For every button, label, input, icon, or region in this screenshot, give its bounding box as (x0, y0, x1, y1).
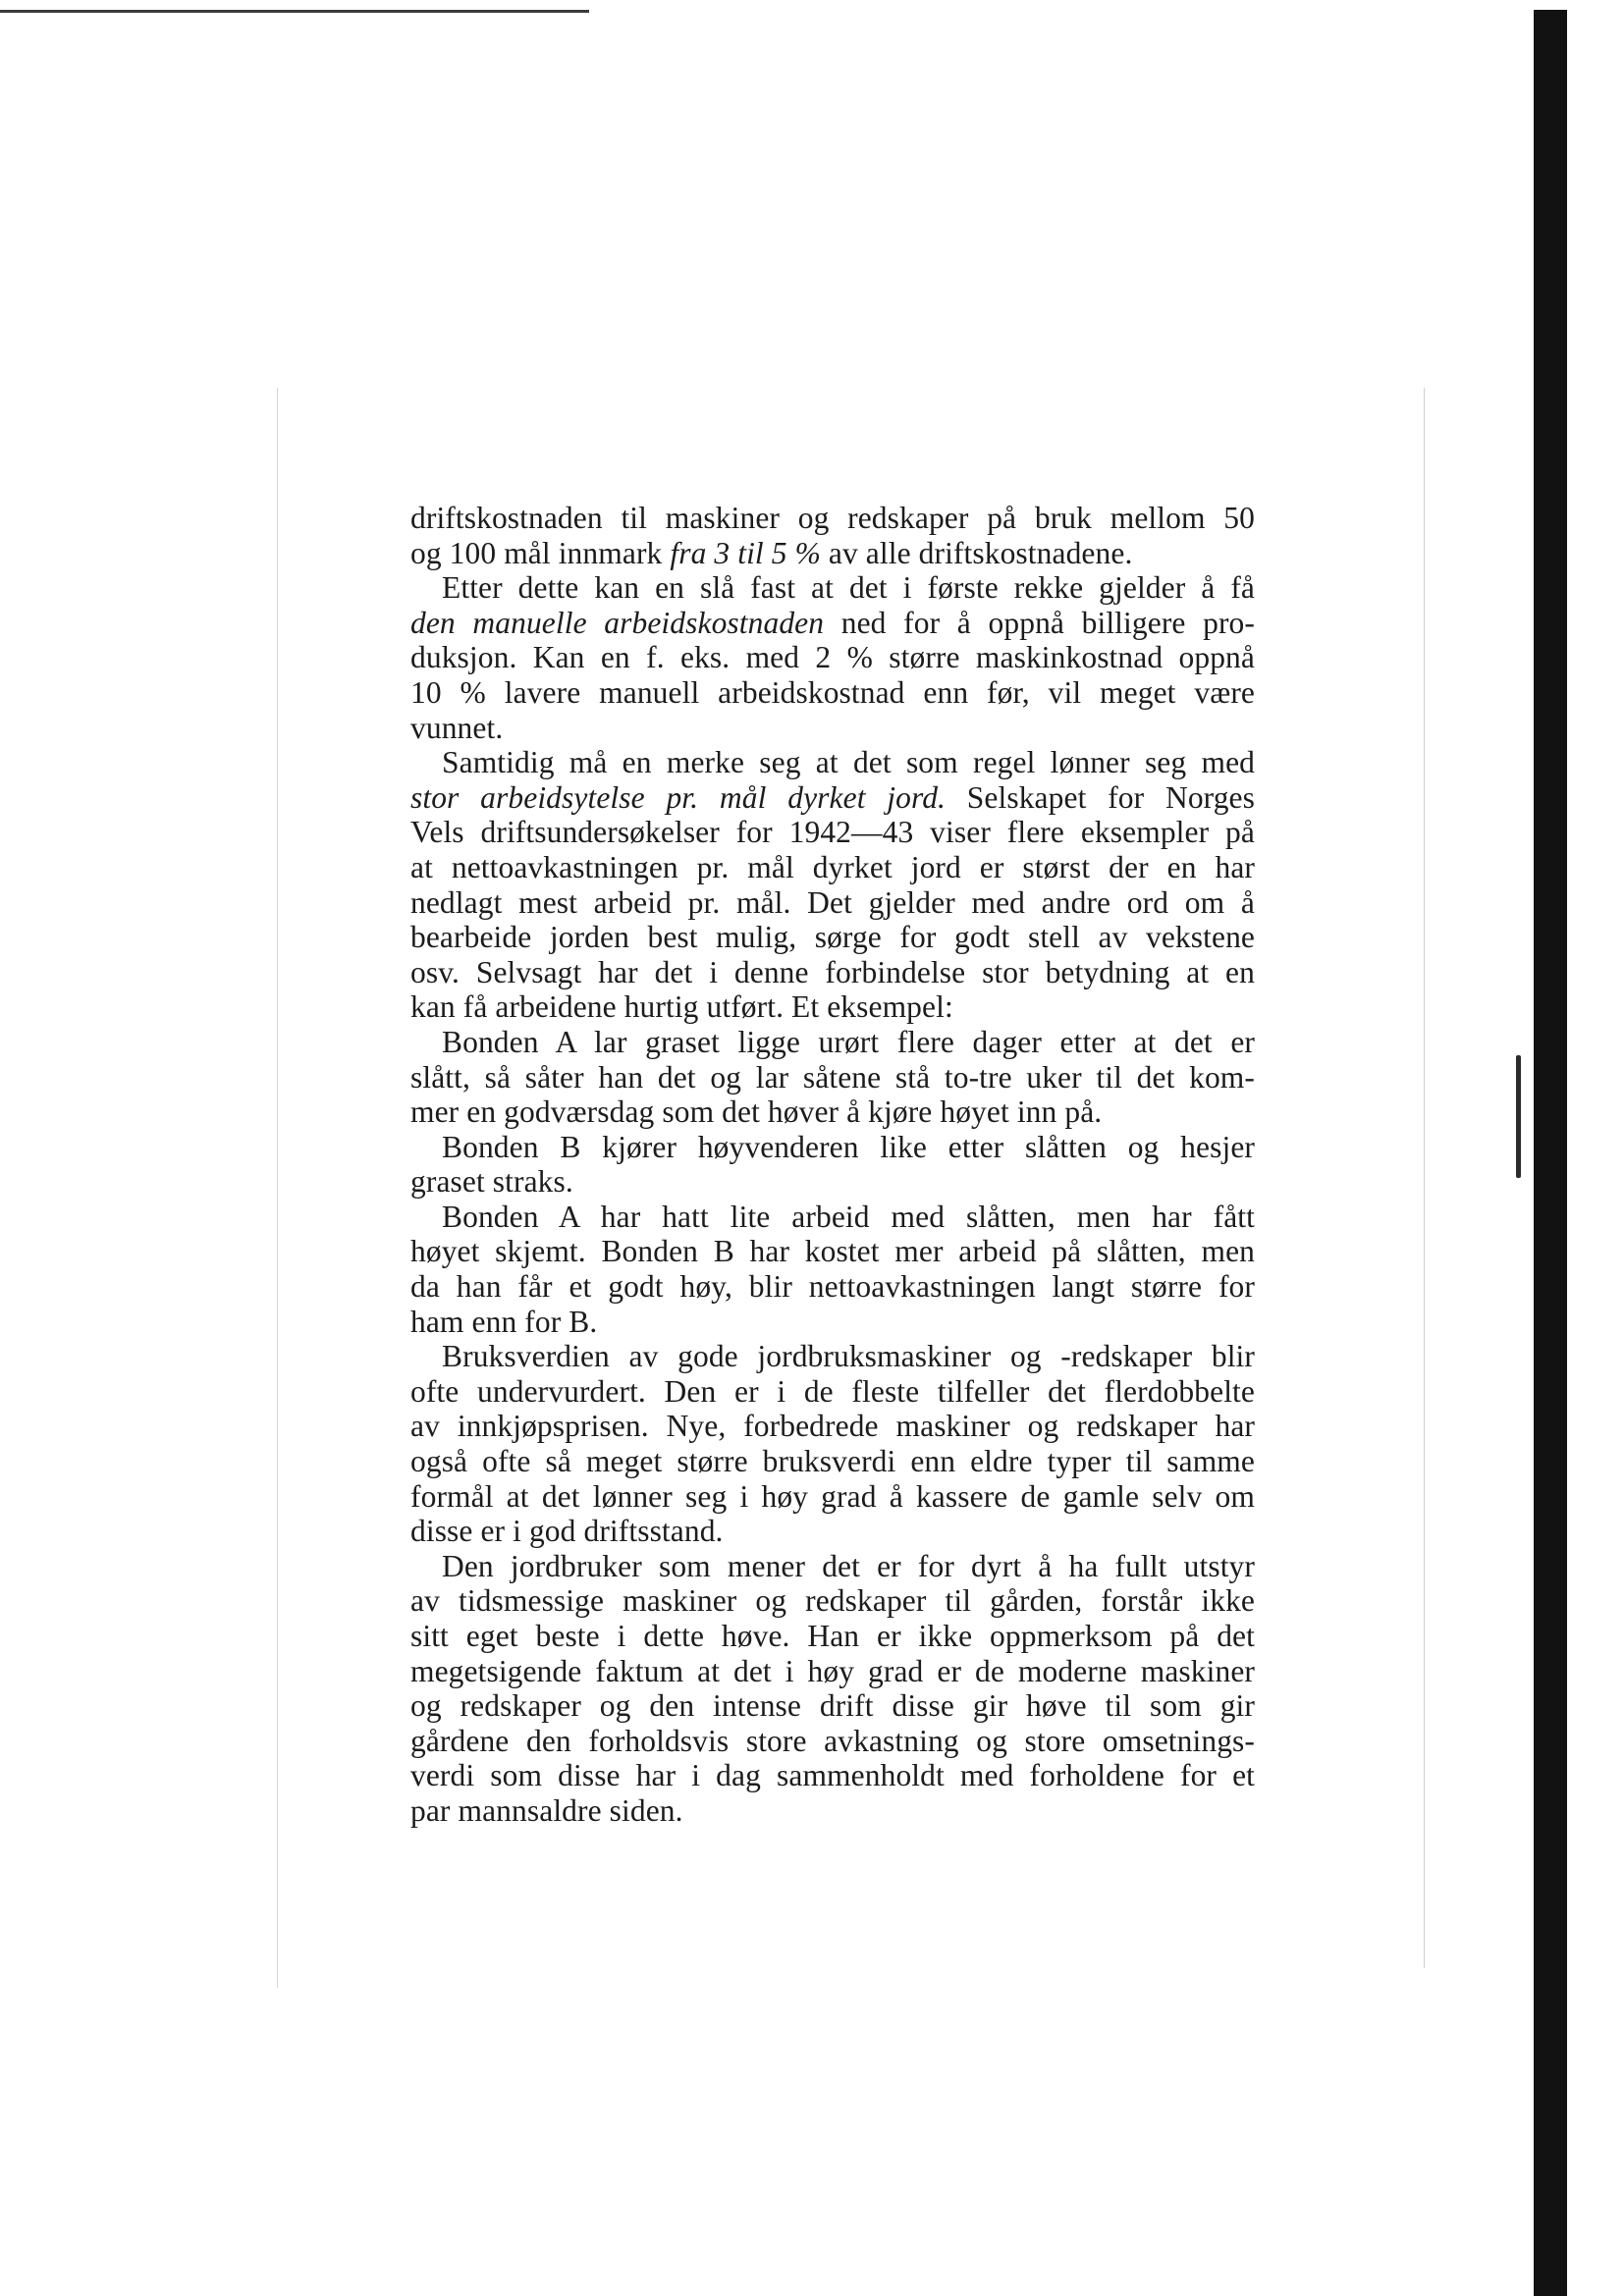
text-run: duksjon. Kan en f. eks. med 2 % større maskinkostnad oppnå (410, 640, 1255, 675)
text-run: gårdene den forholdsvis store avkastning og store omsetnings- (410, 1723, 1255, 1758)
text-line (410, 501, 1255, 536)
body-text (410, 501, 1255, 1829)
text-run: høyet skjemt. Bonden B har kostet mer arbeid på slåtten, men (410, 1234, 1255, 1269)
text-line (410, 1444, 1255, 1479)
text-run: formål at det lønner seg i høy grad å kassere de gamle selv om (410, 1478, 1255, 1514)
text-line (410, 885, 1255, 921)
text-run: og redskaper og den intense drift disse gir høve til som gir (410, 1688, 1255, 1724)
text-line (410, 1060, 1255, 1095)
text-run: verdi som disse har i dag sammenholdt med forholdene for et (410, 1758, 1255, 1793)
scan-margin-mark (1516, 1055, 1521, 1178)
text-run: også ofte så meget større bruksverdi enn eldre typer til samme (410, 1444, 1255, 1479)
text-line (410, 1479, 1255, 1515)
text-run: megetsigende faktum at det i høy grad er de moderne maskiner (410, 1653, 1255, 1688)
text-line (410, 1234, 1255, 1269)
text-run: nedlagt mest arbeid pr. mål. Det gjelder med andre ord om å (410, 884, 1255, 920)
scan-right-border (1534, 10, 1567, 2296)
text-run: mer en godværsdag som det høver å kjøre høyet inn på. (410, 1095, 1103, 1130)
text-line (410, 640, 1255, 675)
italic-phrase: stor arbeidsytelse pr. mål dyrket jord. (410, 779, 947, 815)
text-run: kan få arbeidene hurtig utført. Et eksempel: (410, 989, 953, 1025)
text-run: vunnet. (410, 710, 504, 745)
text-line (410, 955, 1255, 990)
text-line (410, 711, 1255, 746)
text-run: da han får et godt høy, blir nettoavkastningen langt større for (410, 1269, 1255, 1305)
page-right-edge (1424, 388, 1425, 1968)
text-run: av tidsmessige maskiner og redskaper til gården, forstår ikke (410, 1583, 1255, 1619)
text-line (410, 1688, 1255, 1724)
text-line (410, 815, 1255, 850)
text-line (410, 1339, 1255, 1374)
italic-phrase: fra 3 til 5 % (670, 535, 821, 570)
text-run: Bonden B kjører høyvenderen like etter slåtten og hesjer (442, 1129, 1255, 1164)
text-run: av innkjøpsprisen. Nye, forbedrede maskiner og redskaper har (410, 1409, 1255, 1444)
italic-phrase: den manuelle arbeidskostnaden (410, 605, 825, 640)
text-run: bearbeide jorden best mulig, sørge for godt stell av vekstene (410, 920, 1255, 955)
text-line (410, 1514, 1255, 1549)
text-line (410, 1269, 1255, 1305)
text-run: ofte undervurdert. Den er i de fleste tilfeller det flerdobbelte (410, 1373, 1255, 1409)
text-line (410, 1793, 1255, 1829)
text-run: av alle driftskostnadene. (820, 535, 1133, 570)
text-line (410, 675, 1255, 711)
text-run: ned for å oppnå billigere pro- (824, 605, 1255, 640)
text-run: Etter dette kan en slå fast at det i første rekke gjelder å få (442, 570, 1255, 606)
text-line (410, 920, 1255, 955)
text-line (410, 1374, 1255, 1410)
text-line (410, 570, 1255, 606)
text-run: Samtidig må en merke seg at det som regel lønner seg med (442, 745, 1255, 780)
text-run: sitt eget beste i dette høve. Han er ikke oppmerksom på det (410, 1619, 1255, 1653)
text-line (410, 1130, 1255, 1165)
text-line (410, 1305, 1255, 1340)
text-line (410, 1758, 1255, 1793)
text-run: Vels driftsundersøkelser for 1942—43 viser flere eksempler på (410, 815, 1255, 850)
text-run: 10 % lavere manuell arbeidskostnad enn før, vil meget være (410, 674, 1255, 710)
page-left-edge (277, 388, 278, 1988)
text-line (410, 1095, 1255, 1130)
text-line (410, 1549, 1255, 1584)
text-run: disse er i god driftsstand. (410, 1514, 724, 1549)
text-run: Bonden A lar graset ligge urørt flere dager etter at det er (442, 1024, 1255, 1059)
text-run: Bonden A har hatt lite arbeid med slåtten, men har fått (442, 1199, 1255, 1234)
text-line (410, 745, 1255, 780)
text-run: Bruksverdien av gode jordbruksmaskiner og -redskaper blir (442, 1339, 1255, 1374)
text-run: at nettoavkastningen pr. mål dyrket jord er størst der en har (410, 849, 1255, 884)
text-run: driftskostnaden til maskiner og redskaper på bruk mellom 50 (410, 501, 1255, 535)
text-run: graset straks. (410, 1164, 573, 1200)
text-line (410, 1164, 1255, 1200)
scan-top-rule (0, 10, 589, 13)
text-run: par mannsaldre siden. (410, 1792, 683, 1828)
text-run: Selskapet for Norges (946, 779, 1255, 815)
text-run: osv. Selvsagt har det i denne forbindelse stor betydning at en (410, 954, 1255, 989)
text-line (410, 850, 1255, 885)
text-line (410, 1724, 1255, 1759)
text-line (410, 536, 1255, 571)
text-line (410, 780, 1255, 816)
text-run: ham enn for B. (410, 1304, 598, 1339)
text-line (410, 606, 1255, 641)
text-line (410, 1200, 1255, 1235)
text-run: slått, så såter han det og lar såtene stå to-tre uker til det kom- (410, 1059, 1255, 1095)
text-line (410, 989, 1255, 1025)
text-line (410, 1654, 1255, 1689)
text-line (410, 1409, 1255, 1444)
text-line (410, 1025, 1255, 1060)
text-line (410, 1619, 1255, 1654)
text-line (410, 1583, 1255, 1619)
text-run: og 100 mål innmark (410, 535, 671, 570)
text-run: Den jordbruker som mener det er for dyrt å ha fullt utstyr (442, 1548, 1255, 1583)
